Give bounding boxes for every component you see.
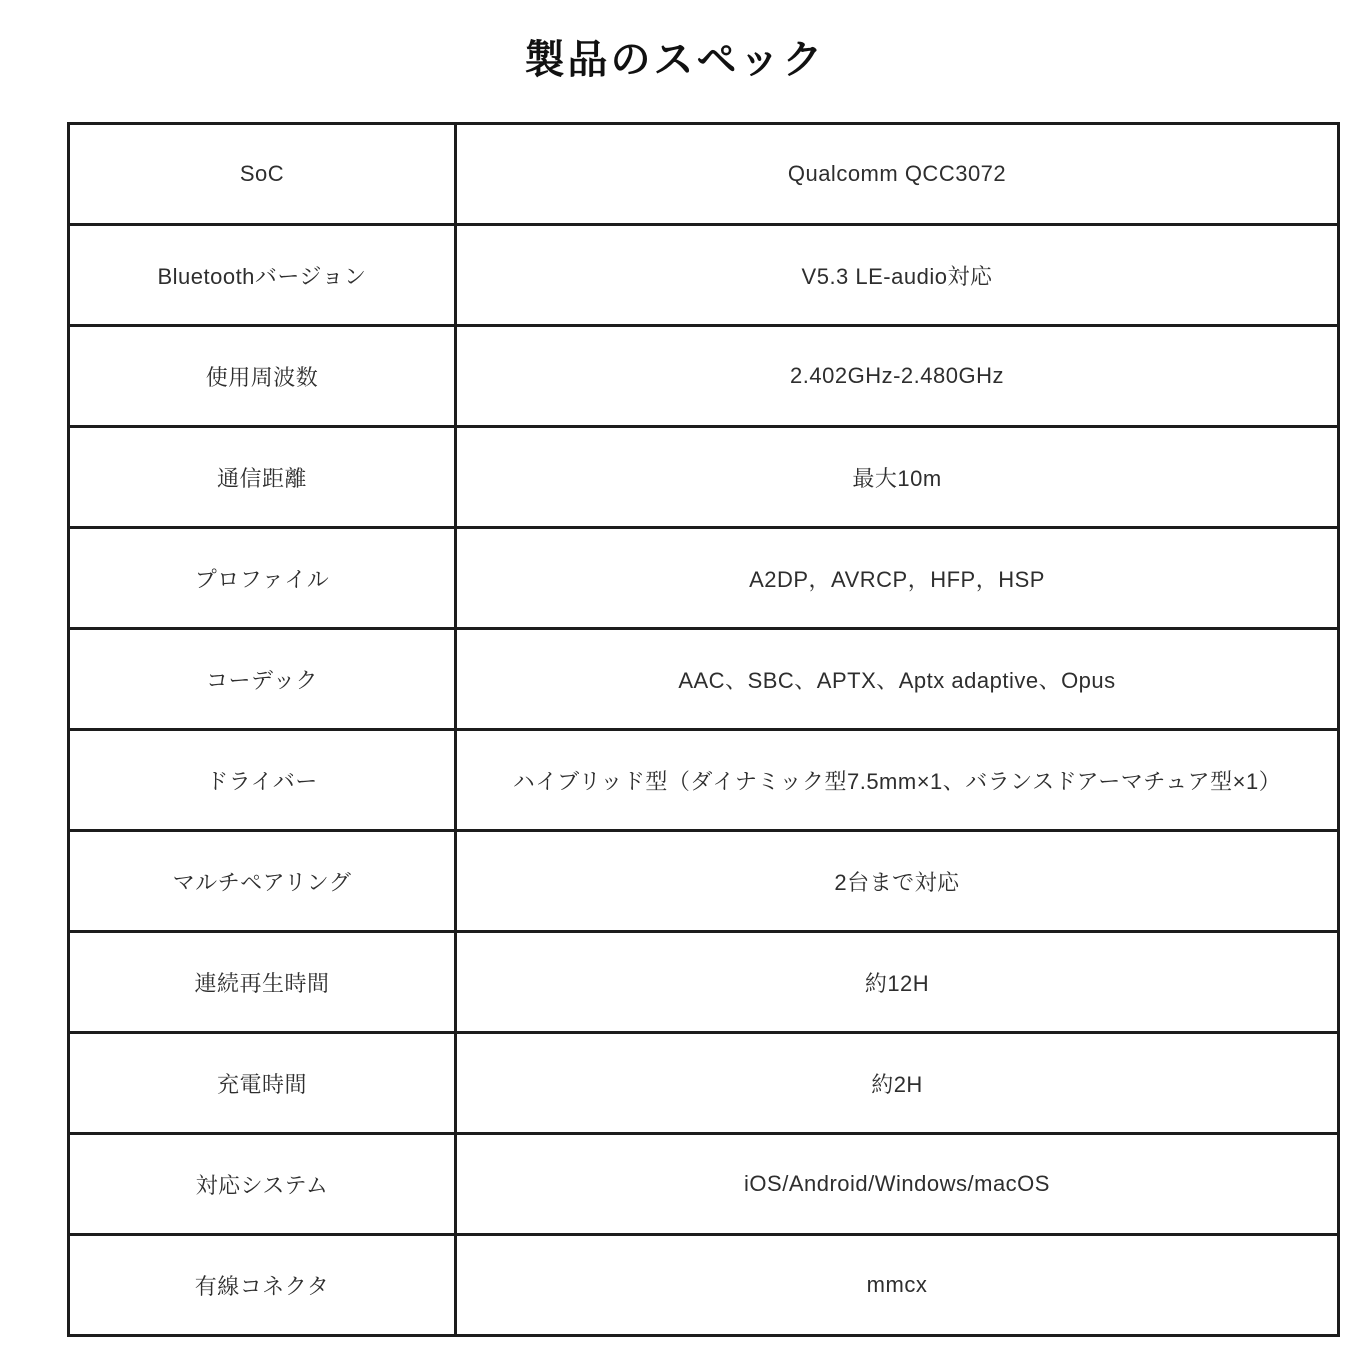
- spec-label: マルチペアリング: [69, 831, 456, 932]
- table-row: [69, 932, 1339, 1033]
- spec-value: 約2H: [456, 1033, 1339, 1134]
- table-row: [69, 326, 1339, 427]
- spec-value: iOS/Android/Windows/macOS: [456, 1134, 1339, 1235]
- table-row: [69, 730, 1339, 831]
- spec-value: ハイブリッド型（ダイナミック型7.5mm×1、バランスドアーマチュア型×1）: [456, 730, 1339, 831]
- table-row: [69, 1033, 1339, 1134]
- spec-label: 対応システム: [69, 1134, 456, 1235]
- spec-value: AAC、SBC、APTX、Aptx adaptive、Opus: [456, 629, 1339, 730]
- table-row: [69, 831, 1339, 932]
- table-row: [69, 528, 1339, 629]
- spec-label: 充電時間: [69, 1033, 456, 1134]
- table-row: [69, 1235, 1339, 1336]
- spec-label: コーデック: [69, 629, 456, 730]
- table-row: [69, 427, 1339, 528]
- spec-label: 使用周波数: [69, 326, 456, 427]
- spec-value: Qualcomm QCC3072: [456, 124, 1339, 225]
- spec-value: 2台まで対応: [456, 831, 1339, 932]
- spec-value: mmcx: [456, 1235, 1339, 1336]
- page-title: 製品のスペック: [524, 38, 826, 82]
- spec-label: 有線コネクタ: [69, 1235, 456, 1336]
- spec-value: 約12H: [456, 932, 1339, 1033]
- spec-value: A2DP，AVRCP，HFP，HSP: [456, 528, 1339, 629]
- spec-label: SoC: [69, 124, 456, 225]
- spec-label: ドライバー: [69, 730, 456, 831]
- spec-label: 通信距離: [69, 427, 456, 528]
- table-row: [69, 225, 1339, 326]
- spec-value: 2.402GHz-2.480GHz: [456, 326, 1339, 427]
- spec-table: [67, 122, 1340, 1337]
- spec-label: プロファイル: [69, 528, 456, 629]
- spec-label: 連続再生時間: [69, 932, 456, 1033]
- table-row: [69, 124, 1339, 225]
- spec-value: 最大10m: [456, 427, 1339, 528]
- spec-value: V5.3 LE-audio対応: [456, 225, 1339, 326]
- spec-label: Bluetoothバージョン: [69, 225, 456, 326]
- table-row: [69, 1134, 1339, 1235]
- table-row: [69, 629, 1339, 730]
